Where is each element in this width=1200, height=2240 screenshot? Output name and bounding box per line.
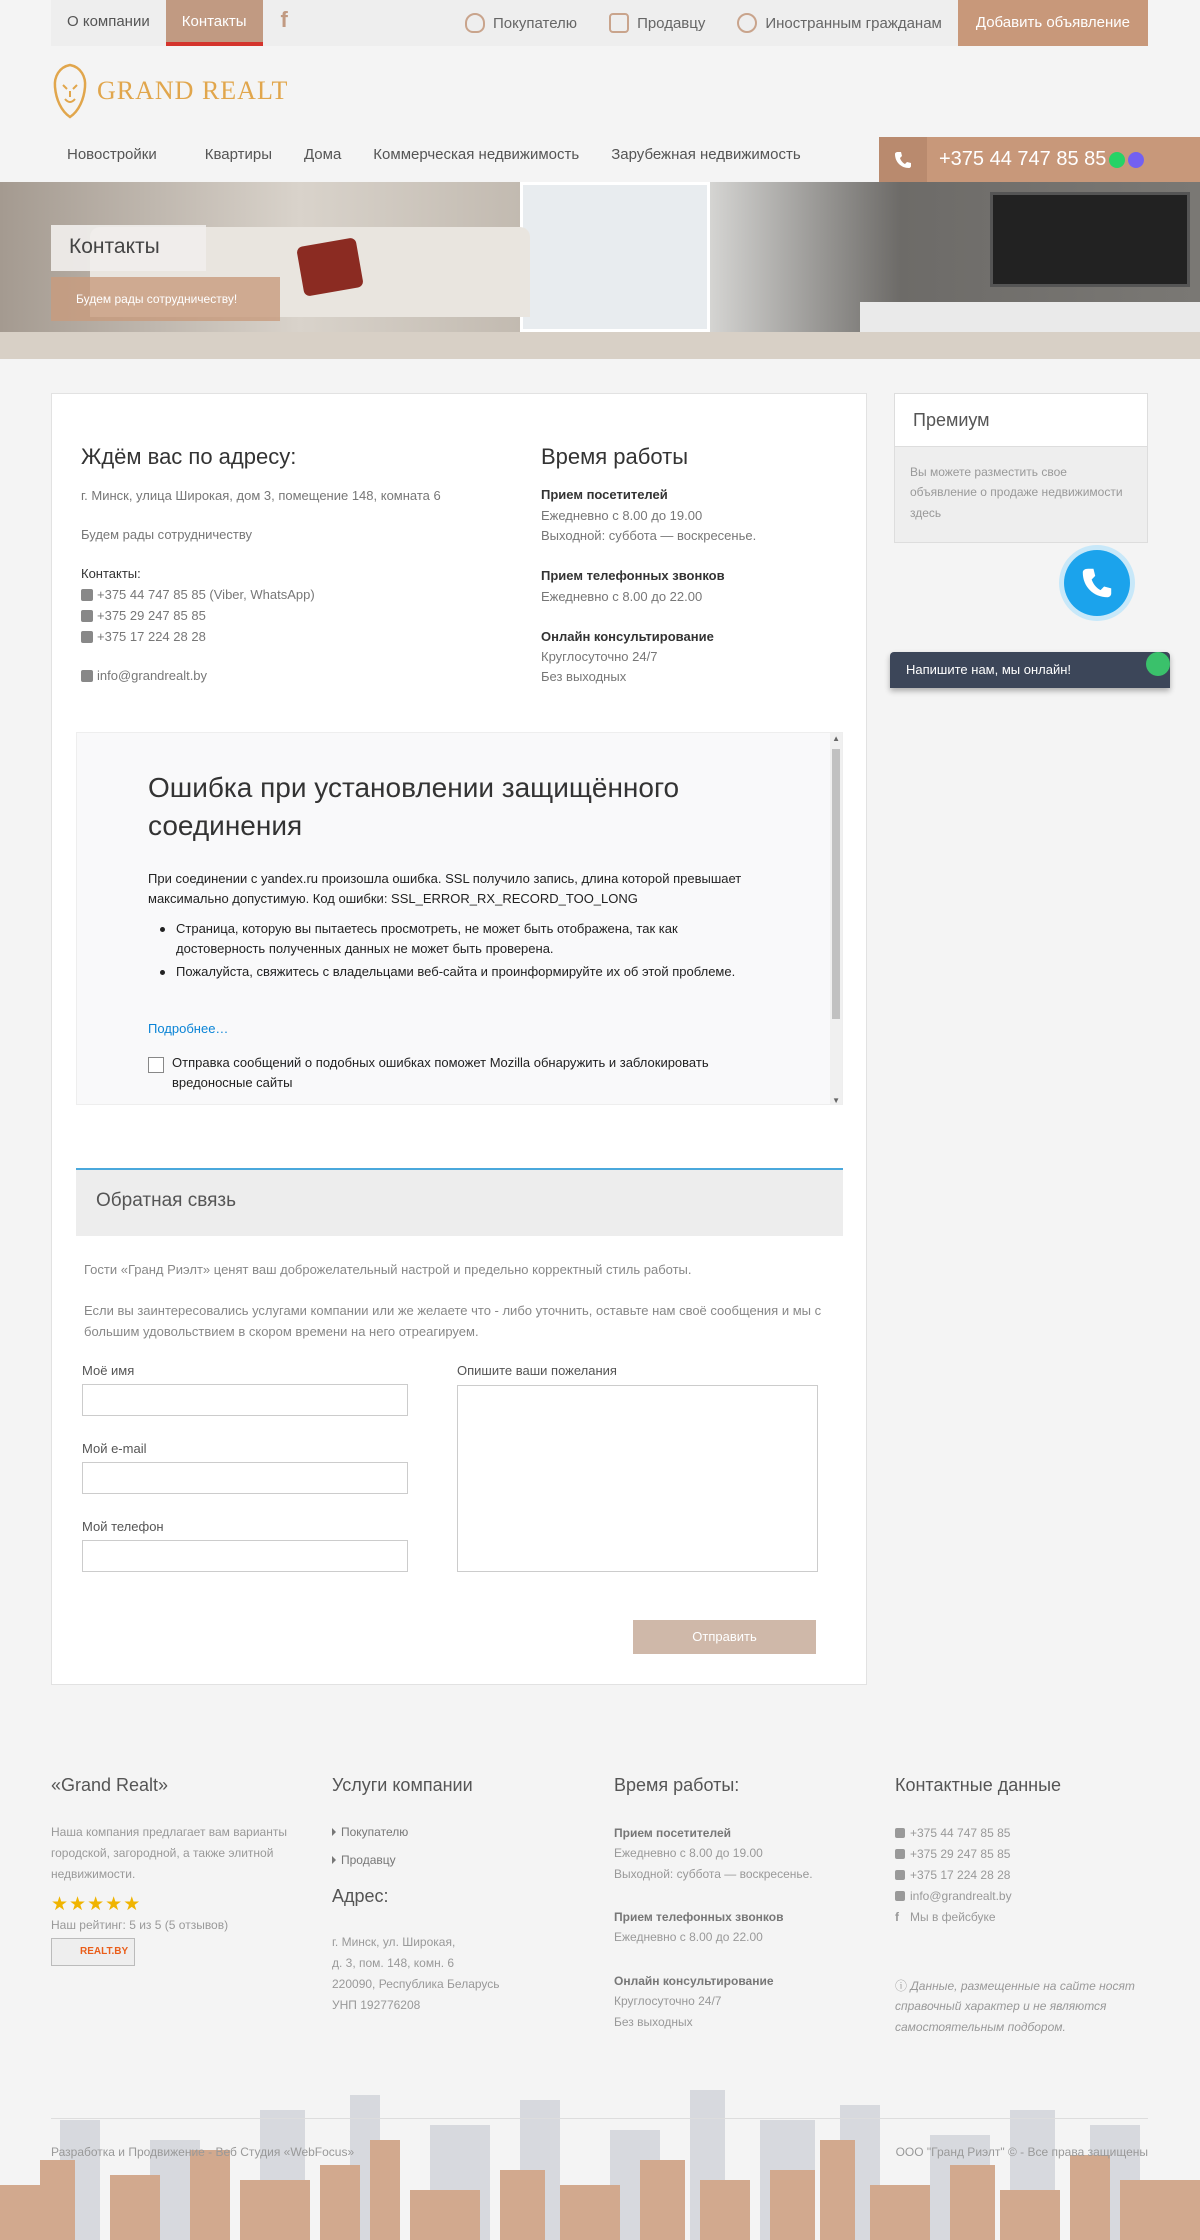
top-bar-left <box>51 0 306 46</box>
error-more-link[interactable]: Подробнее… <box>148 1021 229 1036</box>
lion-logo-icon <box>51 63 89 119</box>
top-bar-right <box>433 0 1148 46</box>
feedback-intro-2: Если вы заинтересовались услугами компании или же желаете что - либо уточнить, оставьте нам своё сообщения и мы с большим удовольствием в скором времени на него отреагируем. <box>84 1303 822 1339</box>
hero-pillow <box>296 237 364 297</box>
phone-icon <box>879 137 927 182</box>
footer-disclaimer-text: Данные, размещенные на сайте носят справочный характер и не являются самостоятельным подбором. <box>895 1979 1135 2034</box>
footer-phone-1[interactable] <box>895 1826 1010 1840</box>
address-heading: Ждём вас по адресу: <box>81 444 297 469</box>
contact-phone-3[interactable] <box>81 629 206 644</box>
footer-services-heading: Услуги компании <box>332 1775 473 1795</box>
realt-badge-text: REALT.BY <box>80 1946 129 1957</box>
star-icon: ★ <box>105 1894 123 1915</box>
phone-icon <box>895 1828 905 1838</box>
envelope-icon <box>81 670 93 682</box>
footer-email[interactable] <box>895 1889 1012 1903</box>
footer-email-text: info@grandrealt.by <box>910 1889 1012 1903</box>
hero-floor <box>0 332 1200 359</box>
foreign-link[interactable] <box>737 13 942 33</box>
phone-icon <box>81 610 93 622</box>
welcome-text: Будем рады сотрудничеству <box>81 527 252 542</box>
header-phone[interactable] <box>879 137 1200 182</box>
rating-stars <box>51 1895 141 1914</box>
envelope-icon <box>895 1891 905 1901</box>
globe-icon <box>737 13 757 33</box>
nav-apartments[interactable]: Квартиры <box>204 146 272 163</box>
visitors-heading: Прием посетителей <box>541 487 668 502</box>
contact-email[interactable] <box>81 668 207 683</box>
footer-online-heading: Онлайн консультирование <box>614 1974 774 1988</box>
header-phone-number: +375 44 747 85 85 <box>939 148 1107 170</box>
footer-seller-link[interactable]: Продавцу <box>332 1853 396 1867</box>
error-report-option[interactable] <box>148 1053 748 1092</box>
footer-disclaimer <box>895 1976 1135 2037</box>
hero-shelf <box>860 302 1200 332</box>
developer-credit[interactable]: Разработка и Продвижение - Веб Студия «WebFocus» <box>51 2145 355 2159</box>
footer-about-heading: «Grand Realt» <box>51 1775 169 1795</box>
online-status-icon <box>1146 652 1170 676</box>
hours-heading: Время работы <box>541 444 689 469</box>
main-nav <box>51 146 833 163</box>
whatsapp-icon[interactable] <box>1109 152 1125 168</box>
facebook-icon[interactable]: f <box>280 7 288 32</box>
hero-tv <box>990 192 1190 287</box>
wishes-label: Опишите ваши пожелания <box>457 1363 617 1378</box>
online-days: Без выходных <box>541 669 627 684</box>
seller-label: Продавцу <box>637 14 706 32</box>
buyer-link[interactable] <box>465 13 577 33</box>
chat-label: Напишите нам, мы онлайн! <box>906 662 1072 677</box>
scroll-up-icon[interactable]: ▲ <box>832 734 840 743</box>
name-label: Моё имя <box>82 1363 135 1378</box>
footer-phone-2-text: +375 29 247 85 85 <box>910 1847 1011 1861</box>
fax-icon <box>81 631 93 643</box>
premium-title: Премиум <box>895 394 1147 447</box>
fax-icon <box>895 1870 905 1880</box>
feedback-header <box>76 1168 843 1236</box>
calls-heading: Прием телефонных звонков <box>541 568 725 583</box>
footer-facebook-text: Мы в фейсбуке <box>910 1910 996 1924</box>
error-list <box>148 919 748 986</box>
star-icon: ★ <box>123 1894 141 1915</box>
contacts-panel <box>51 393 867 1685</box>
nav-new-buildings[interactable]: Новостройки <box>67 146 157 163</box>
frame-scrollbar-thumb[interactable] <box>832 749 840 1019</box>
logo-text: GRAND REALT <box>97 76 289 105</box>
name-input[interactable] <box>82 1384 408 1416</box>
star-icon: ★ <box>51 1894 69 1915</box>
footer-phone-3[interactable] <box>895 1868 1010 1882</box>
nav-foreign[interactable]: Зарубежная недвижимость <box>611 146 801 163</box>
copyright: ООО "Гранд Риэлт" © - Все права защищены <box>895 2145 1148 2159</box>
error-description: При соединении с yandex.ru произошла ошибка. SSL получило запись, длина которой превышает максимально допустимую. Код ошибки: SSL_ERROR_RX_RECORD_TOO_LONG <box>148 871 742 906</box>
page-title: Контакты <box>51 225 206 271</box>
visitors-hours: Ежедневно с 8.00 до 19.00 <box>541 508 703 523</box>
phone-icon <box>1081 567 1113 599</box>
footer-calls-heading: Прием телефонных звонков <box>614 1910 784 1924</box>
star-icon: ★ <box>87 1894 105 1915</box>
calls-hours: Ежедневно с 8.00 до 22.00 <box>541 589 703 604</box>
contact-phone-1-text: +375 44 747 85 85 (Viber, WhatsApp) <box>97 587 315 602</box>
footer-phone-3-text: +375 17 224 28 28 <box>910 1868 1011 1882</box>
error-report-label: Отправка сообщений о подобных ошибках поможет Mozilla обнаружить и заблокировать вредоносные сайты <box>172 1055 709 1090</box>
phone-input[interactable] <box>82 1540 408 1572</box>
contact-phone-2-text: +375 29 247 85 85 <box>97 608 206 623</box>
contact-phone-2[interactable] <box>81 608 206 623</box>
error-bullet-2: Пожалуйста, свяжитесь с владельцами веб-сайта и проинформируйте их об этой проблеме. <box>148 962 748 982</box>
contact-phone-3-text: +375 17 224 28 28 <box>97 629 206 644</box>
footer-phone-2[interactable] <box>895 1847 1010 1861</box>
top-bar <box>51 0 1148 46</box>
footer-visitors-weekend: Выходной: суббота — воскресенье. <box>614 1867 813 1881</box>
contact-phone-1[interactable] <box>81 587 315 602</box>
footer-divider <box>51 2118 1148 2119</box>
error-bullet-1: Страница, которую вы пытаетесь просмотреть, не может быть отображена, так как достоверность полученных данных не может быть проверена. <box>148 919 748 958</box>
wishes-textarea[interactable] <box>457 1385 818 1572</box>
nav-contacts-link[interactable]: Контакты <box>166 0 263 46</box>
chat-widget[interactable] <box>890 652 1170 688</box>
contacts-label: Контакты: <box>81 566 141 581</box>
phone-icon <box>81 589 93 601</box>
frame-scrollbar[interactable] <box>830 733 842 1105</box>
facebook-icon: f <box>895 1910 899 1924</box>
online-hours: Круглосуточно 24/7 <box>541 649 658 664</box>
visitors-weekend: Выходной: суббота — воскресенье. <box>541 528 757 543</box>
footer-address-4: УНП 192776208 <box>332 1998 421 2012</box>
footer-calls-hours: Ежедневно с 8.00 до 22.00 <box>614 1930 763 1944</box>
city-skyline <box>0 2080 1200 2240</box>
seller-link[interactable] <box>609 13 705 33</box>
info-icon: ⓘ <box>895 1979 911 1993</box>
user-icon <box>465 13 485 33</box>
rating-text: Наш рейтинг: 5 из 5 (5 отзывов) <box>51 1918 229 1932</box>
footer-buyer-link[interactable]: Покупателю <box>332 1825 408 1839</box>
address-line: г. Минск, улица Широкая, дом 3, помещение 148, комната 6 <box>81 488 441 503</box>
footer-contacts-heading: Контактные данные <box>895 1775 1062 1795</box>
footer-visitors-heading: Прием посетителей <box>614 1826 731 1840</box>
email-input[interactable] <box>82 1462 408 1494</box>
footer-address-heading: Адрес: <box>332 1886 389 1906</box>
nav-commercial[interactable]: Коммерческая недвижимость <box>373 146 580 163</box>
premium-widget <box>894 393 1148 543</box>
callback-button[interactable] <box>1064 550 1130 616</box>
nav-houses[interactable]: Дома <box>303 146 342 163</box>
premium-text: Вы можете разместить свое объявление о продаже недвижимости здесь <box>910 465 1123 520</box>
footer-about-text: Наша компания предлагает вам варианты городской, загородной, а также элитной недвижимости. <box>51 1825 287 1881</box>
nav-about-link[interactable]: О компании <box>67 13 150 30</box>
hero-window <box>520 182 710 332</box>
online-heading: Онлайн консультирование <box>541 629 714 644</box>
page-subtitle: Будем рады сотрудничеству! <box>51 277 280 321</box>
contact-email-text: info@grandrealt.by <box>97 668 208 683</box>
scroll-down-icon[interactable]: ▼ <box>832 1096 840 1105</box>
footer-facebook[interactable] <box>895 1910 996 1924</box>
footer-address-2: д. 3, пом. 148, комн. 6 <box>332 1956 455 1970</box>
footer-visitors-hours: Ежедневно с 8.00 до 19.00 <box>614 1846 763 1860</box>
map-frame-error <box>76 732 843 1105</box>
footer-phone-1-text: +375 44 747 85 85 <box>910 1826 1011 1840</box>
error-title: Ошибка при установлении защищённого соединения <box>148 772 680 841</box>
email-label: Мой e-mail <box>82 1441 147 1456</box>
footer-address-3: 220090, Республика Беларусь <box>332 1977 500 1991</box>
footer-hours-heading: Время работы: <box>614 1775 740 1795</box>
footer-address-1: г. Минск, ул. Широкая, <box>332 1935 456 1949</box>
add-listing-button[interactable]: Добавить объявление <box>958 0 1148 46</box>
star-icon: ★ <box>69 1894 87 1915</box>
feedback-title: Обратная связь <box>96 1190 236 1211</box>
phone-icon <box>895 1849 905 1859</box>
footer-online-hours: Круглосуточно 24/7 <box>614 1994 722 2008</box>
viber-icon[interactable] <box>1128 152 1144 168</box>
buyer-label: Покупателю <box>493 14 578 32</box>
phone-label: Мой телефон <box>82 1519 164 1534</box>
error-report-checkbox[interactable] <box>148 1057 164 1073</box>
feedback-intro-1: Гости «Гранд Риэлт» ценят ваш доброжелательный настрой и предельно корректный стиль работы. <box>84 1262 692 1277</box>
foreign-label: Иностранным гражданам <box>765 14 942 32</box>
site-logo[interactable] <box>51 63 288 119</box>
handshake-icon <box>609 13 629 33</box>
footer-online-days: Без выходных <box>614 2015 693 2029</box>
send-button[interactable]: Отправить <box>633 1620 816 1654</box>
realt-badge[interactable] <box>51 1938 135 1966</box>
